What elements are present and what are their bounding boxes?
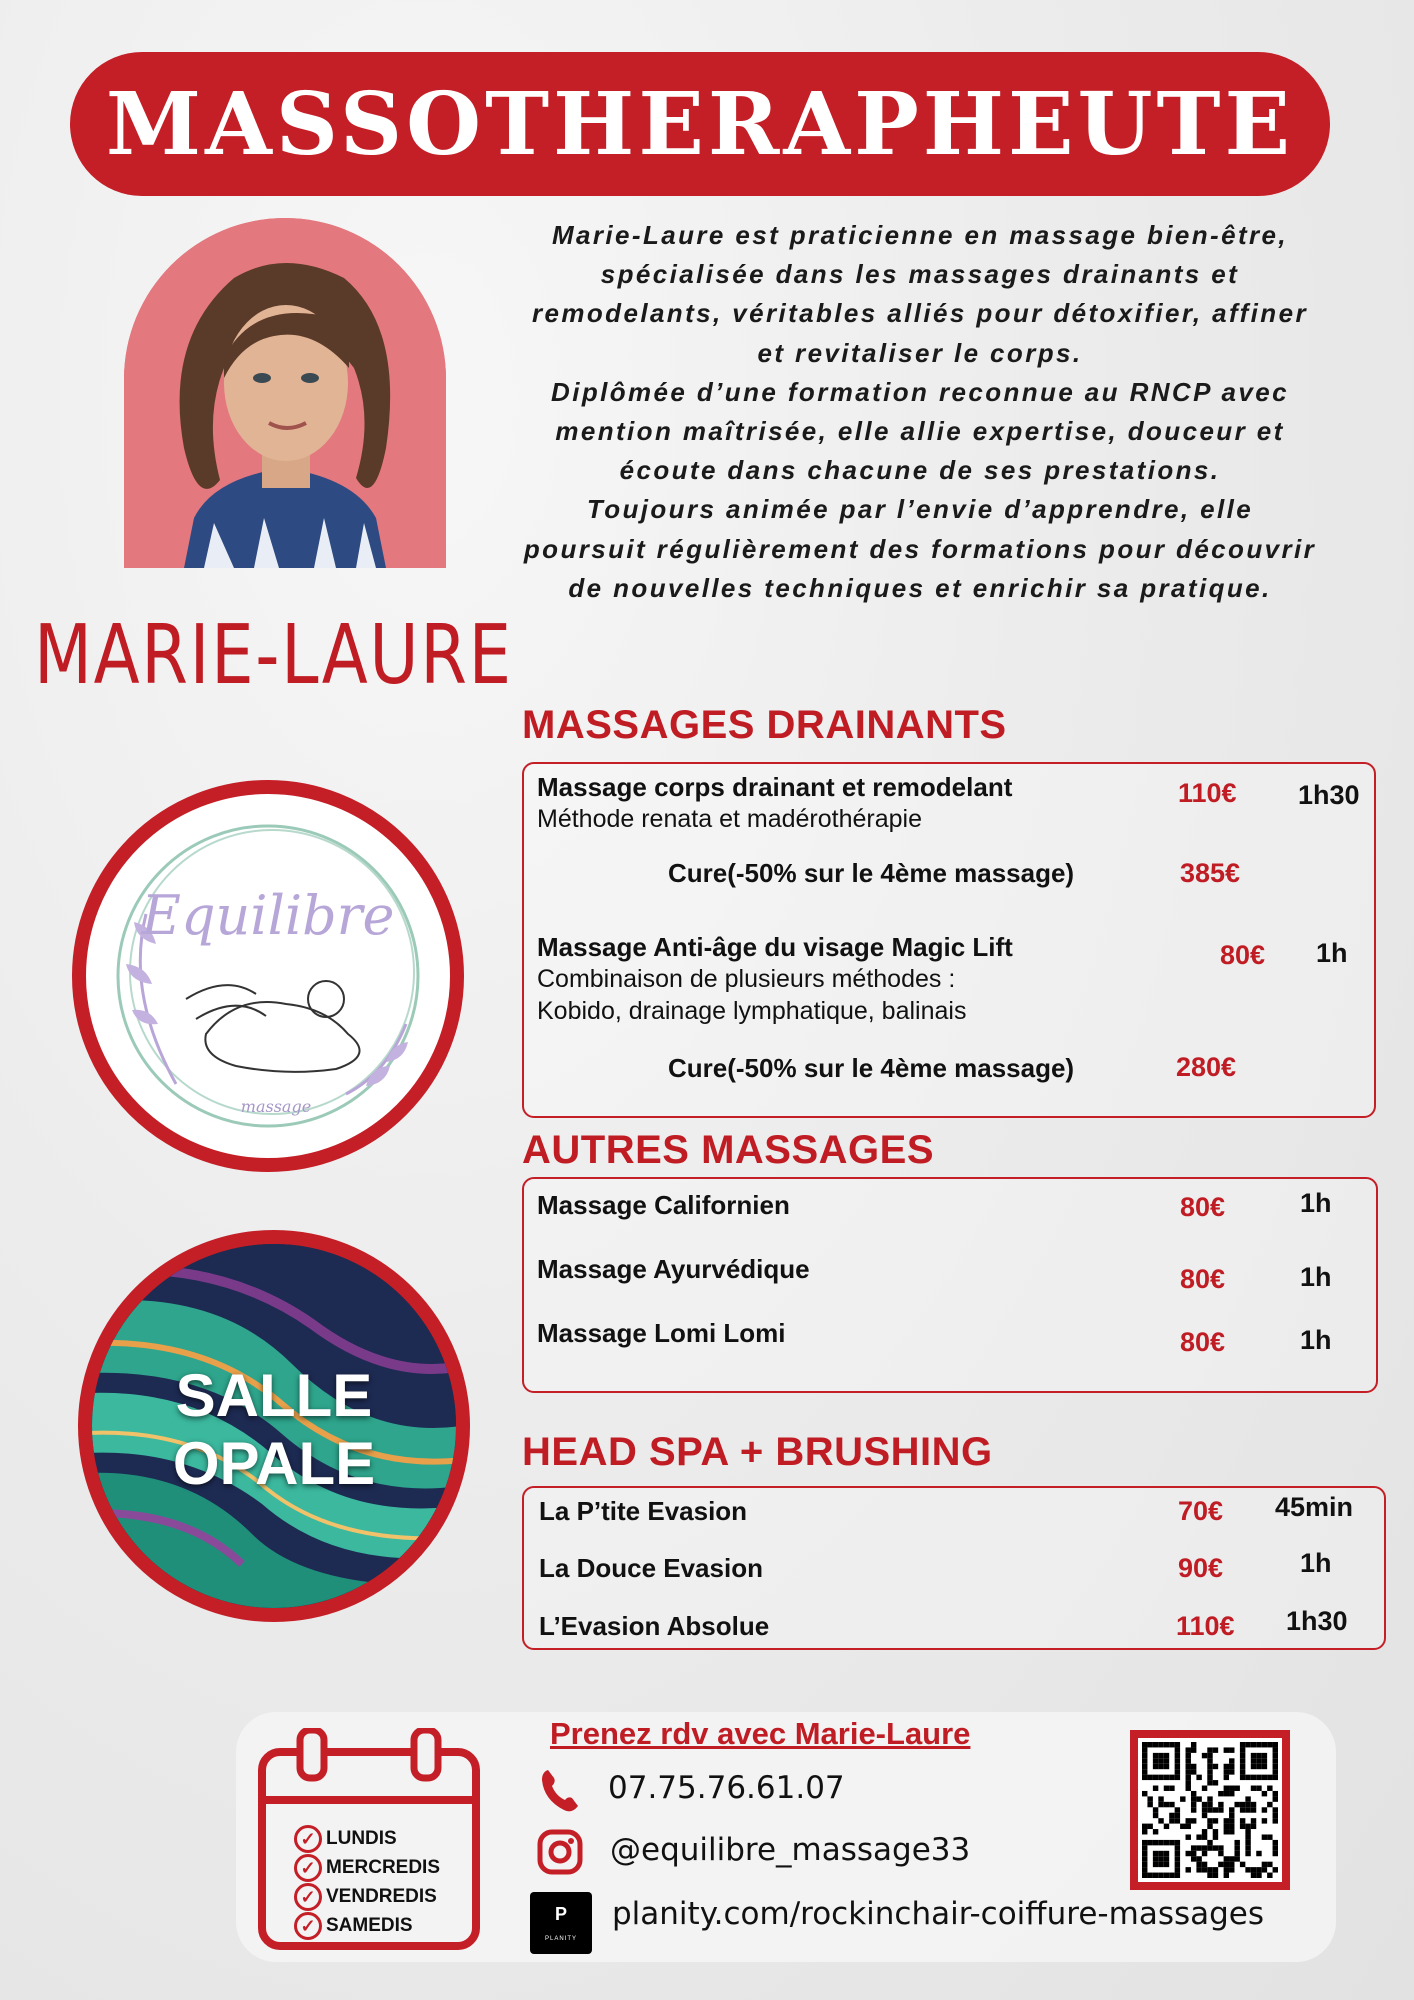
- bio-line: écoute dans chacune de ses prestations.: [619, 455, 1221, 486]
- price: 90€: [1178, 1553, 1224, 1583]
- massage-name: Massage Californien: [537, 1190, 790, 1220]
- portrait-photo: [124, 218, 446, 568]
- planity-label: PLANITY: [544, 1936, 577, 1942]
- duration: 1h: [1300, 1188, 1332, 1218]
- bio-text: [470, 216, 1370, 608]
- salle-opale-badge: [78, 1230, 470, 1622]
- equilibre-logo: [72, 780, 464, 1172]
- bio-line: et revitaliser le corps.: [757, 337, 1083, 368]
- duration: 1h30: [1298, 780, 1360, 810]
- cure-label: Cure(-50% sur le 4ème massage): [668, 858, 1075, 888]
- phone-icon: [538, 1766, 582, 1814]
- duration: 1h: [1316, 938, 1348, 968]
- cure-label: Cure(-50% sur le 4ème massage): [668, 1053, 1075, 1083]
- bio-line: poursuit régulièrement des formations pour découvrir: [523, 533, 1317, 564]
- cure-price: 385€: [1180, 858, 1241, 888]
- planity-logo: P PLANITY: [530, 1892, 592, 1954]
- bio-line: mention maîtrisée, elle allie expertise, douceur et: [555, 416, 1285, 447]
- cure-price: 280€: [1176, 1052, 1237, 1082]
- massage-name: Massage Ayurvédique: [537, 1254, 810, 1284]
- massage-name: Massage Anti-âge du visage Magic Lift: [537, 932, 1013, 962]
- bio-line: Toujours animée par l’envie d’apprendre, elle: [586, 494, 1254, 525]
- bio-line: Diplômée d’une formation reconnue au RNCP avec: [551, 376, 1289, 407]
- price: 110€: [1178, 778, 1237, 808]
- section-title-headspa: HEAD SPA + BRUSHING: [522, 1430, 993, 1474]
- day-label: MERCREDIS: [326, 1856, 441, 1878]
- calendar-icon: [258, 1728, 480, 1950]
- page-title: MASSOTHERAPHEUTE: [105, 73, 1295, 175]
- bio-line: remodelants, véritables alliés pour détoxifier, affiner: [532, 298, 1308, 329]
- phone-number[interactable]: 07.75.76.61.07: [608, 1770, 845, 1806]
- massage-name: Massage corps drainant et remodelant: [537, 772, 1013, 802]
- booking-title[interactable]: Prenez rdv avec Marie-Laure: [550, 1716, 971, 1751]
- instagram-handle[interactable]: @equilibre_massage33: [610, 1832, 971, 1868]
- therapist-name: MARIE-LAURE: [34, 608, 513, 703]
- price: 80€: [1220, 940, 1266, 970]
- price: 80€: [1180, 1327, 1226, 1357]
- website-link[interactable]: planity.com/rockinchair-coiffure-massages: [612, 1896, 1265, 1932]
- bio-line: de nouvelles techniques et enrichir sa pratique.: [568, 572, 1272, 603]
- duration: 45min: [1275, 1492, 1354, 1522]
- logo-tag: massage: [240, 1097, 312, 1116]
- section-title-drainants: MASSAGES DRAINANTS: [522, 703, 1007, 747]
- check-icon: ✓: [294, 1912, 322, 1940]
- massage-desc: Méthode renata et madérothérapie: [537, 805, 922, 833]
- price: 80€: [1180, 1264, 1226, 1294]
- bio-line: Marie-Laure est praticienne en massage bien-être,: [551, 220, 1289, 250]
- service-name: La Douce Evasion: [539, 1553, 763, 1583]
- massage-name: Massage Lomi Lomi: [537, 1318, 786, 1348]
- bio-line: spécialisée dans les massages drainants et: [600, 259, 1240, 290]
- room-line-2: OPALE: [172, 1430, 376, 1497]
- service-name: L’Evasion Absolue: [539, 1611, 770, 1641]
- duration: 1h: [1300, 1262, 1332, 1292]
- instagram-icon: [536, 1828, 584, 1876]
- section-title-autres: AUTRES MASSAGES: [522, 1128, 934, 1172]
- logo-script: Equilibre: [141, 884, 395, 947]
- day-label: SAMEDIS: [326, 1914, 413, 1936]
- title-banner: [70, 52, 1330, 196]
- price: 70€: [1178, 1496, 1224, 1526]
- check-icon: ✓: [294, 1825, 322, 1853]
- room-line-1: SALLE: [175, 1362, 373, 1429]
- day-label: LUNDIS: [326, 1827, 397, 1849]
- qr-code[interactable]: [1130, 1730, 1290, 1890]
- price: 110€: [1176, 1611, 1235, 1641]
- service-name: La P’tite Evasion: [539, 1496, 748, 1526]
- price: 80€: [1180, 1192, 1226, 1222]
- massage-desc: Kobido, drainage lymphatique, balinais: [537, 997, 967, 1025]
- check-icon: ✓: [294, 1883, 322, 1911]
- day-label: VENDREDIS: [326, 1885, 437, 1907]
- duration: 1h: [1300, 1548, 1332, 1578]
- duration: 1h: [1300, 1325, 1332, 1355]
- massage-desc: Combinaison de plusieurs méthodes :: [537, 965, 956, 993]
- duration: 1h30: [1286, 1606, 1348, 1636]
- check-icon: ✓: [294, 1854, 322, 1882]
